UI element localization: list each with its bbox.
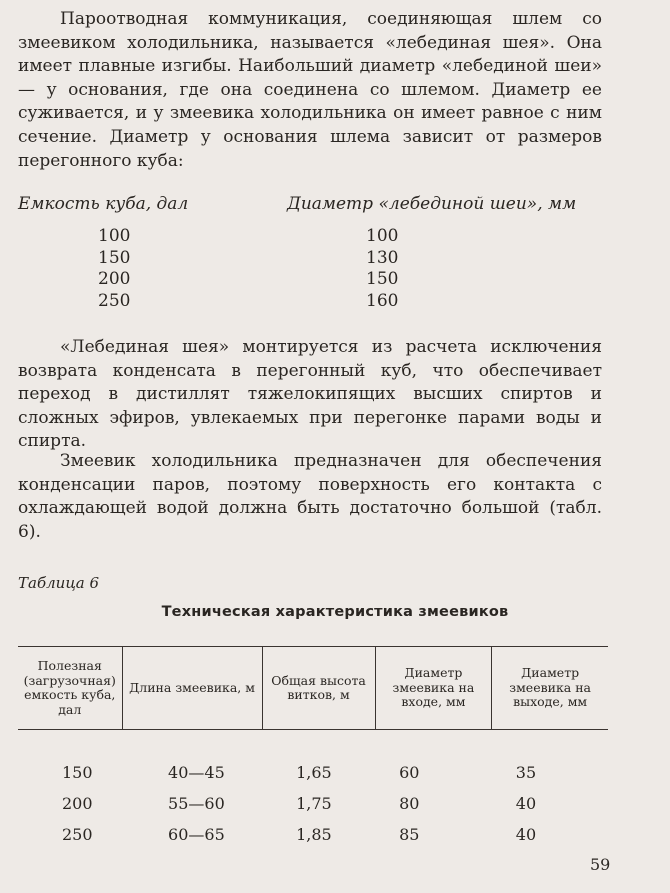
header-outlet-diameter: Диаметр змеевика на выходе, мм: [492, 647, 608, 730]
cell-height: 1,75: [296, 794, 332, 813]
cell-inlet: 85: [399, 825, 420, 844]
diameter-value: 160: [366, 290, 399, 311]
table-row: [18, 782, 608, 813]
cell-height: 1,65: [296, 763, 332, 782]
diameter-value: 130: [366, 247, 399, 268]
diameter-value: 100: [366, 226, 399, 246]
header-coil-length: Длина змеевика, м: [122, 647, 262, 730]
cell-outlet: 40: [515, 825, 537, 844]
cell-outlet: 40: [515, 794, 537, 813]
cell-capacity: 150: [62, 763, 93, 782]
cell-capacity: 250: [62, 825, 93, 844]
cell-length: 55—60: [168, 794, 225, 813]
cell-length: 40—45: [168, 763, 225, 782]
capacity-value: 100: [98, 226, 131, 246]
table-row: [18, 813, 608, 844]
coil-specs-table: [18, 646, 608, 844]
cell-inlet: 80: [399, 794, 420, 813]
cell-capacity: 200: [62, 794, 93, 813]
diameter-column-header: Диаметр «лебединой шеи», мм: [287, 194, 577, 214]
table-title: Техническая характеристика змеевиков: [161, 604, 509, 620]
header-coil-height: Общая высота витков, м: [262, 647, 375, 730]
diameter-value: 150: [366, 269, 399, 289]
header-inlet-diameter: Диаметр змеевика на входе, мм: [375, 647, 492, 730]
table-label: Таблица 6: [18, 574, 100, 592]
table-row: [18, 730, 608, 783]
capacity-value: 200: [98, 269, 131, 289]
paragraph-swan-neck-intro: Пароотводная коммуникация, соединяющая шлем со змеевиком холодильника, называется «лебединая шея». Она имеет плавные изгибы. Наибольший диаметр «лебединой шеи» — у основания, где она соединена со шлемом. Диаметр ее суживается, и у змеевика холодильника он имеет равное с ним сечение. Диаметр у основания шлема зависит от размеров перегонного куба:: [18, 9, 602, 171]
cell-height: 1,85: [296, 825, 332, 844]
paragraph-swan-neck-mounting: «Лебединая шея» монтируется из расчета исключения возврата конденсата в перегонный куб, что обеспечивает переход в дистиллят тяжелокипящих высших спиртов и сложных эфиров, увлекаемых при перегонке парами воды и спирта.: [18, 337, 602, 452]
capacity-column-header: Емкость куба, дал: [18, 194, 189, 214]
cell-outlet: 35: [515, 763, 537, 782]
capacity-value: 150: [98, 247, 131, 268]
header-capacity: Полезная (загрузочная) емкость куба, дал: [18, 647, 122, 730]
capacity-value: 250: [98, 290, 131, 311]
cell-inlet: 60: [399, 763, 420, 782]
page-number: 59: [590, 855, 611, 874]
paragraph-coil-condenser: Змеевик холодильника предназначен для обеспечения конденсации паров, поэтому поверхность его контакта с охлаждающей водой должна быть достаточно большой (табл. 6).: [18, 451, 602, 542]
diameter-values: [366, 226, 398, 312]
capacity-values: [98, 226, 130, 312]
cell-length: 60—65: [168, 825, 225, 844]
table-header-row: [18, 647, 608, 730]
